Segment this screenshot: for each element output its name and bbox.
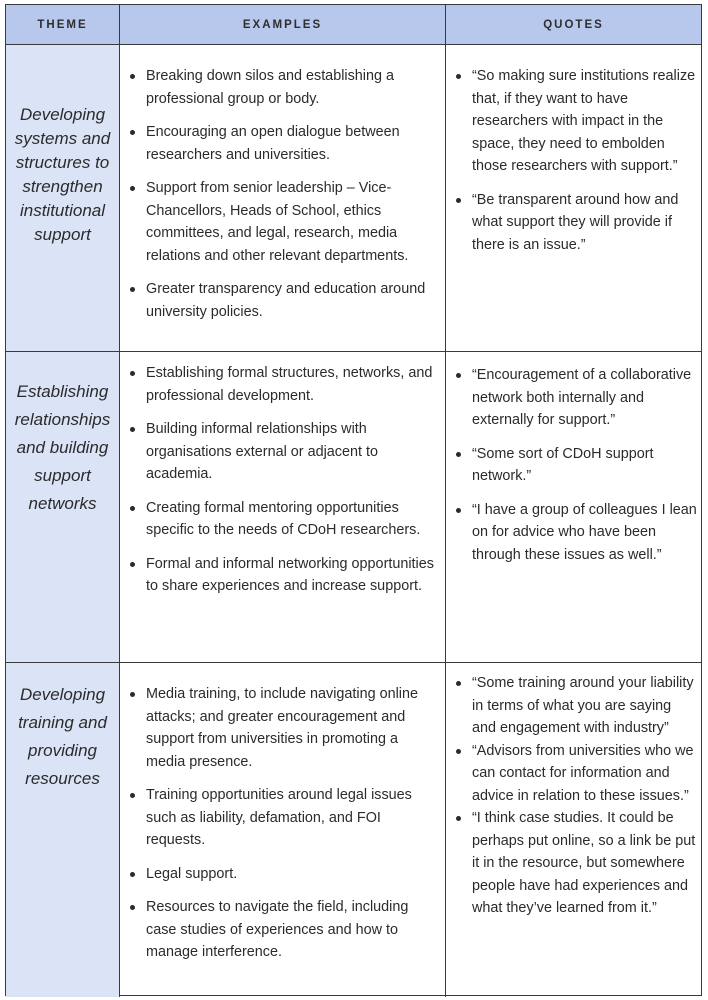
list-item: “I think case studies. It could be perhaps put online, so a link be put it in the resource, but somewhere people have had experiences and what they’ve learned from it.” xyxy=(446,807,701,920)
theme-cell xyxy=(6,352,120,662)
list-item: Building informal relationships with organisations external or adjacent to academia. xyxy=(120,418,445,486)
examples-cell xyxy=(120,663,446,997)
list-item: Media training, to include navigating online attacks; and greater encouragement and support from universities in promoting a media presence. xyxy=(120,683,445,773)
header-quotes: QUOTES xyxy=(543,18,604,31)
bullet-icon xyxy=(456,74,461,79)
bullet-icon xyxy=(456,452,461,457)
table-header-row xyxy=(6,5,701,45)
theme-cell xyxy=(6,663,120,997)
bullet-icon xyxy=(130,506,135,511)
bullet-icon xyxy=(456,373,461,378)
quotes-list xyxy=(446,65,701,256)
quotes-list xyxy=(446,364,701,566)
list-item: Breaking down silos and establishing a professional group or body. xyxy=(120,65,445,110)
bullet-icon xyxy=(456,816,461,821)
quotes-list xyxy=(446,672,701,920)
quotes-cell xyxy=(446,352,701,662)
bullet-icon xyxy=(130,562,135,567)
themes-table xyxy=(5,4,702,996)
list-item: Formal and informal networking opportunities to share experiences and increase support. xyxy=(120,553,445,598)
bullet-icon xyxy=(456,749,461,754)
bullet-icon xyxy=(456,681,461,686)
list-item: Encouraging an open dialogue between researchers and universities. xyxy=(120,121,445,166)
list-item: “Encouragement of a collaborative network both internally and externally for support.” xyxy=(446,364,701,432)
bullet-icon xyxy=(456,198,461,203)
list-item: “Be transparent around how and what support they will provide if there is an issue.” xyxy=(446,189,701,257)
bullet-icon xyxy=(130,371,135,376)
list-item: “Some training around your liability in terms of what you are saying and engagement with industry” xyxy=(446,672,701,740)
list-item: “Advisors from universities who we can contact for information and advice in relation to these issues.” xyxy=(446,740,701,808)
bullet-icon xyxy=(130,130,135,135)
table-row xyxy=(6,352,701,663)
list-item: Greater transparency and education around university policies. xyxy=(120,278,445,323)
list-item: “I have a group of colleagues I lean on for advice who have been through these issues as well.” xyxy=(446,499,701,567)
quotes-cell xyxy=(446,45,701,351)
bullet-icon xyxy=(456,508,461,513)
header-examples: EXAMPLES xyxy=(120,5,446,44)
examples-list xyxy=(120,362,445,598)
table-row xyxy=(6,663,701,997)
bullet-icon xyxy=(130,692,135,697)
bullet-icon xyxy=(130,872,135,877)
list-item: “So making sure institutions realize that, if they want to have researchers with impact in the space, they need to embolden those researchers with support.” xyxy=(446,65,701,178)
examples-cell xyxy=(120,45,446,351)
list-item: Training opportunities around legal issues such as liability, defamation, and FOI requests. xyxy=(120,784,445,852)
bullet-icon xyxy=(130,905,135,910)
bullet-icon xyxy=(130,427,135,432)
theme-text: Developing training and providing resources xyxy=(18,685,107,788)
list-item: Resources to navigate the field, including case studies of experiences and how to manage interference. xyxy=(120,896,445,964)
list-item: Legal support. xyxy=(120,863,445,886)
list-item: “Some sort of CDoH support network.” xyxy=(446,443,701,488)
list-item: Support from senior leadership – Vice-Chancellors, Heads of School, ethics committees, and legal, research, media relations and other relevant departments. xyxy=(120,177,445,267)
examples-list xyxy=(120,65,445,323)
bullet-icon xyxy=(130,793,135,798)
bullet-icon xyxy=(130,287,135,292)
list-item: Establishing formal structures, networks, and professional development. xyxy=(120,362,445,407)
quotes-cell xyxy=(446,663,701,997)
examples-cell xyxy=(120,352,446,662)
examples-list xyxy=(120,683,445,964)
bullet-icon xyxy=(130,186,135,191)
table-row xyxy=(6,45,701,352)
bullet-icon xyxy=(130,74,135,79)
theme-text: Establishing relationships and building support networks xyxy=(14,382,111,513)
header-theme: THEME xyxy=(6,5,120,44)
theme-cell xyxy=(6,45,120,351)
theme-text: Developing systems and structures to strengthen institutional support xyxy=(14,105,111,244)
list-item: Creating formal mentoring opportunities specific to the needs of CDoH researchers. xyxy=(120,497,445,542)
